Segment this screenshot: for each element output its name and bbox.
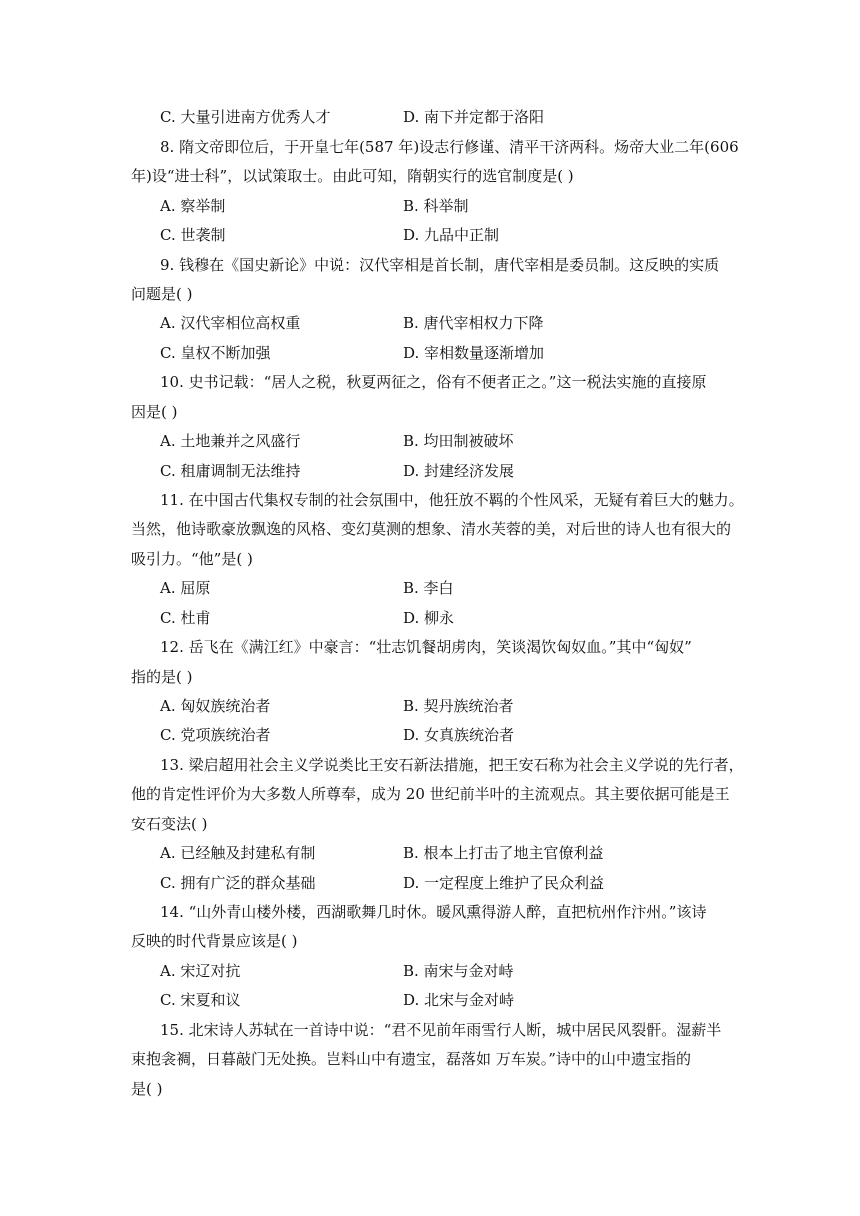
question-11-line-1: 11. 在中国古代集权专制的社会氛围中，他狂放不羁的个性风采，无疑有着巨大的魅力。 <box>160 491 744 509</box>
question-8-line-2: 年)设“进士科”，以试策取士。由此可知，隋朝实行的选官制度是( ) <box>131 167 574 185</box>
option-d: D. 柳永 <box>403 609 455 627</box>
option-b: B. 南宋与金对峙 <box>403 962 514 980</box>
question-12-line-1: 12. 岳飞在《满江红》中豪言：“壮志饥餐胡虏肉，笑谈渴饮匈奴血。”其中“匈奴” <box>160 638 692 656</box>
option-c: C. 世袭制 <box>160 226 226 244</box>
option-b: B. 契丹族统治者 <box>403 697 514 715</box>
question-10-line-1: 10. 史书记载：“居人之税，秋夏两征之，俗有不便者正之。”这一税法实施的直接原 <box>160 373 707 391</box>
option-a: A. 已经触及封建私有制 <box>160 844 316 862</box>
question-15-line-2: 束抱衾裯，日暮敲门无处换。岂料山中有遗宝，磊落如 万车炭。”诗中的山中遗宝指的 <box>131 1050 691 1068</box>
option-c: C. 杜甫 <box>160 609 211 627</box>
option-a: A. 土地兼并之风盛行 <box>160 432 301 450</box>
question-13-line-1: 13. 梁启超用社会主义学说类比王安石新法措施，把王安石称为社会主义学说的先行者， <box>160 756 744 774</box>
option-d: D. 宰相数量逐渐增加 <box>403 344 545 362</box>
option-d: D. 九品中正制 <box>403 226 500 244</box>
option-a: A. 察举制 <box>160 197 226 215</box>
question-15-line-1: 15. 北宋诗人苏轼在一首诗中说：“君不见前年雨雪行人断，城中居民风裂骭。湿薪半 <box>160 1021 722 1039</box>
option-a: A. 汉代宰相位高权重 <box>160 314 301 332</box>
question-10-line-2: 因是( ) <box>131 403 178 421</box>
option-b: B. 李白 <box>403 579 454 597</box>
option-d: D. 北宋与金对峙 <box>403 991 515 1009</box>
question-13-line-2: 他的肯定性评价为大多数人所尊奉，成为 20 世纪前半叶的主流观点。其主要依据可能是王 <box>131 785 730 803</box>
option-b: B. 科举制 <box>403 197 469 215</box>
option-a: A. 屈原 <box>160 579 211 597</box>
question-14-line-2: 反映的时代背景应该是( ) <box>131 932 298 950</box>
question-13-line-3: 安石变法( ) <box>131 815 208 833</box>
question-12-line-2: 指的是( ) <box>131 668 193 686</box>
question-11-line-2: 当然，他诗歌豪放飘逸的风格、变幻莫测的想象、清水芙蓉的美，对后世的诗人也有很大的 <box>131 520 732 538</box>
question-9-line-1: 9. 钱穆在《国史新论》中说：汉代宰相是首长制，唐代宰相是委员制。这反映的实质 <box>160 256 720 274</box>
option-d: D. 女真族统治者 <box>403 726 515 744</box>
option-d: D. 一定程度上维护了民众利益 <box>403 874 605 892</box>
option-c: C. 大量引进南方优秀人才 <box>160 108 331 126</box>
question-15-line-3: 是( ) <box>131 1080 163 1098</box>
option-b: B. 均田制被破坏 <box>403 432 514 450</box>
question-8-line-1: 8. 隋文帝即位后，于开皇七年(587 年)设志行修谨、清平干济两科。炀帝大业二年(606 <box>160 138 739 156</box>
question-11-line-3: 吸引力。“他”是( ) <box>131 550 253 568</box>
option-d: D. 南下并定都于洛阳 <box>403 108 545 126</box>
option-d: D. 封建经济发展 <box>403 462 515 480</box>
option-b: B. 根本上打击了地主官僚利益 <box>403 844 604 862</box>
option-c: C. 租庸调制无法维持 <box>160 462 301 480</box>
option-c: C. 党项族统治者 <box>160 726 271 744</box>
option-c: C. 皇权不断加强 <box>160 344 271 362</box>
option-c: C. 宋夏和议 <box>160 991 241 1009</box>
option-a: A. 宋辽对抗 <box>160 962 241 980</box>
question-14-line-1: 14. “山外青山楼外楼，西湖歌舞几时休。暖风熏得游人醉，直把杭州作汴州。”该诗 <box>160 903 707 921</box>
option-a: A. 匈奴族统治者 <box>160 697 271 715</box>
option-c: C. 拥有广泛的群众基础 <box>160 874 316 892</box>
question-9-line-2: 问题是( ) <box>131 285 193 303</box>
option-b: B. 唐代宰相权力下降 <box>403 314 544 332</box>
